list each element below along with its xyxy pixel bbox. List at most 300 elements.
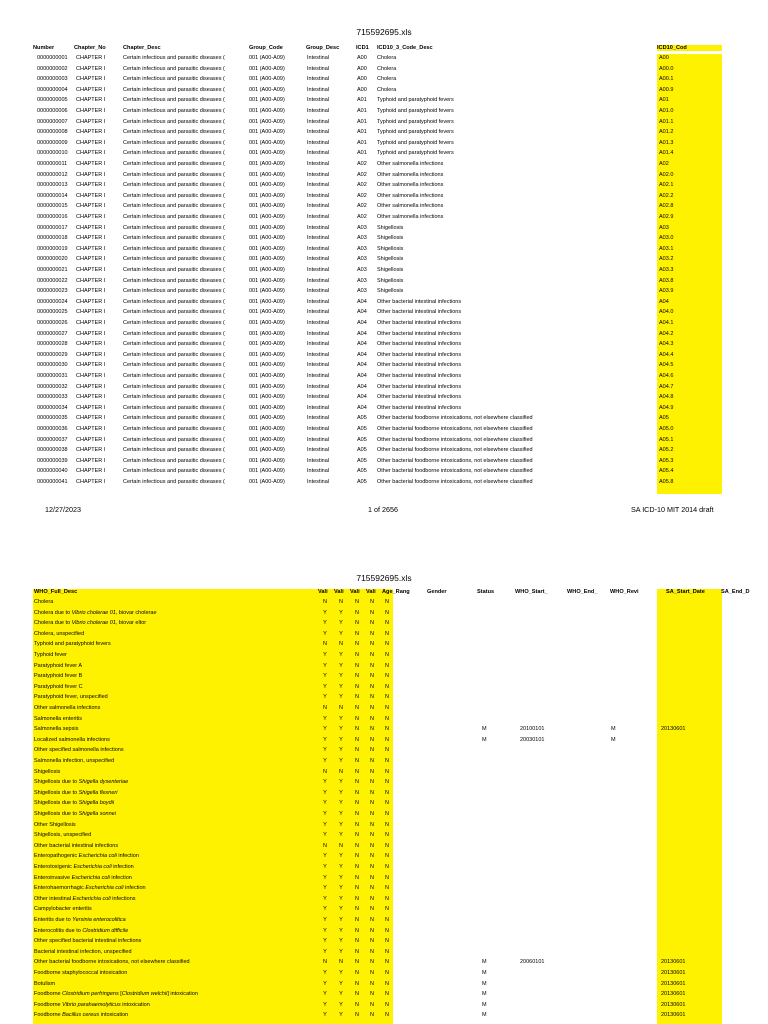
cell-chapter-no: CHAPTER I [76, 298, 106, 305]
cell-who-full-desc: Other bacterial foodborne intoxications, not elsewhere classified [34, 959, 190, 966]
cell-sa-start-date: 20130601 [661, 1001, 686, 1008]
cell-valid-flag: N [385, 864, 389, 870]
cell-group-code: 001 (A00-A09) [249, 404, 285, 411]
cell-chapter-desc: Certain infectious and parasitic diseases ( [123, 288, 225, 295]
cell-icd10-3-code-desc: Typhoid and paratyphoid fevers [377, 139, 454, 146]
cell-valid-flag: N [385, 789, 389, 796]
cell-icd10-code: A00.0 [659, 65, 674, 72]
cell-who-full-desc: Salmonella sepsis [34, 726, 79, 733]
cell-valid-flag: Y [339, 927, 343, 934]
cell-group-desc: Intestinal [307, 277, 330, 284]
cell-who-full-desc: Bacterial intestinal infection, unspecified [34, 948, 132, 955]
header-icd1: ICD1 [356, 45, 369, 51]
cell-group-code: 001 (A00-A09) [249, 479, 285, 485]
cell-who-full-desc: Botulism [34, 980, 56, 987]
cell-group-desc: Intestinal [307, 457, 330, 464]
cell-valid-flag: Y [339, 694, 343, 701]
cell-valid-flag: N [385, 959, 389, 966]
cell-who-full-desc: Salmonella infection, unspecified [34, 758, 115, 764]
cell-valid-flag: Y [323, 853, 327, 860]
cell-icd1: A04 [357, 394, 367, 401]
cell-icd10-3-code-desc: Other bacterial intestinal infections [377, 404, 462, 411]
cell-valid-flag: N [370, 789, 374, 796]
cell-number: 0000000033 [37, 394, 68, 401]
cell-valid-flag: N [355, 906, 359, 913]
cell-group-desc: Intestinal [307, 150, 330, 157]
cell-icd10-3-code-desc: Other salmonella infections [377, 161, 444, 167]
cell-icd10-3-code-desc: Cholera [377, 55, 397, 61]
cell-chapter-desc: Certain infectious and parasitic diseases ( [123, 447, 225, 454]
cell-group-desc: Intestinal [307, 298, 330, 305]
cell-group-desc: Intestinal [307, 214, 330, 220]
cell-valid-flag: Y [339, 864, 343, 870]
header-who-start: WHO_Start_ [515, 589, 548, 595]
cell-valid-flag: N [370, 821, 374, 828]
cell-who-full-desc: Salmonella enteritis [34, 715, 82, 722]
cell-status: M [482, 736, 487, 743]
cell-chapter-desc: Certain infectious and parasitic diseases ( [123, 479, 225, 485]
cell-valid-flag: N [355, 641, 359, 648]
cell-valid-flag: Y [339, 853, 343, 860]
cell-valid-flag: N [385, 652, 389, 658]
cell-group-code: 001 (A00-A09) [249, 298, 285, 305]
cell-valid-flag: N [323, 842, 327, 849]
cell-number: 0000000016 [37, 214, 68, 220]
cell-number: 0000000010 [37, 150, 68, 157]
cell-who-start: 20060101 [520, 959, 545, 966]
cell-valid-flag: N [370, 917, 374, 923]
cell-who-full-desc: Paratyphoid fever B [34, 673, 83, 680]
cell-icd10-code: A00.9 [659, 86, 674, 93]
cell-valid-flag: N [370, 599, 374, 605]
cell-sa-start-date: 20130601 [661, 970, 686, 976]
cell-icd10-code: A02.1 [659, 182, 674, 189]
cell-icd10-3-code-desc: Shigellosis [377, 267, 404, 273]
cell-chapter-desc: Certain infectious and parasitic diseases ( [123, 341, 225, 348]
cell-icd10-code: A03.1 [659, 245, 674, 252]
cell-valid-flag: Y [323, 662, 327, 669]
cell-who-full-desc: Enterocolitis due to Clostridium difficile [34, 927, 129, 934]
cell-icd1: A04 [357, 320, 367, 326]
cell-status: M [482, 980, 487, 987]
cell-valid-flag: N [355, 885, 359, 892]
cell-icd10-code: A04 [659, 298, 669, 305]
cell-valid-flag: N [355, 1001, 359, 1008]
cell-number: 0000000023 [37, 288, 68, 295]
cell-group-desc: Intestinal [307, 320, 330, 326]
cell-valid-flag: N [370, 705, 374, 711]
cell-icd1: A03 [357, 277, 367, 284]
cell-number: 0000000019 [37, 245, 68, 252]
cell-chapter-desc: Certain infectious and parasitic diseases ( [123, 203, 225, 210]
cell-valid-flag: N [370, 694, 374, 701]
cell-icd10-3-code-desc: Other bacterial intestinal infections [377, 320, 462, 326]
cell-icd10-code: A04.4 [659, 351, 674, 358]
cell-group-desc: Intestinal [307, 436, 330, 443]
cell-who-full-desc: Other salmonella infections [34, 705, 101, 711]
cell-who-start: 20100101 [520, 726, 545, 733]
cell-valid-flag: N [355, 705, 359, 711]
cell-valid-flag: Y [339, 821, 343, 828]
cell-valid-flag: N [355, 715, 359, 722]
cell-group-desc: Intestinal [307, 182, 330, 189]
cell-valid-flag: N [339, 599, 343, 605]
cell-who-revi: M [611, 736, 616, 743]
cell-valid-flag: Y [339, 789, 343, 796]
cell-valid-flag: Y [339, 991, 343, 998]
cell-chapter-desc: Certain infectious and parasitic diseases ( [123, 245, 225, 252]
cell-valid-flag: Y [339, 662, 343, 669]
cell-sa-start-date: 20130601 [661, 726, 686, 733]
cell-number: 0000000034 [37, 404, 68, 411]
cell-valid-flag: N [385, 832, 389, 839]
cell-icd1: A01 [357, 118, 367, 125]
cell-icd1: A01 [357, 129, 367, 136]
cell-number: 0000000015 [37, 203, 68, 210]
cell-icd10-code: A01 [659, 97, 669, 104]
cell-number: 0000000036 [37, 426, 68, 432]
cell-chapter-desc: Certain infectious and parasitic diseases ( [123, 309, 225, 316]
cell-icd1: A03 [357, 224, 367, 231]
cell-valid-flag: N [385, 1001, 389, 1008]
cell-valid-flag: N [355, 662, 359, 669]
cell-chapter-no: CHAPTER I [76, 320, 106, 326]
cell-valid-flag: N [385, 758, 389, 764]
cell-valid-flag: Y [339, 1001, 343, 1008]
cell-who-full-desc: Cholera, unspecified [34, 630, 85, 637]
cell-icd10-code: A02.0 [659, 171, 674, 178]
cell-group-desc: Intestinal [307, 86, 330, 93]
cell-icd10-3-code-desc: Shigellosis [377, 224, 404, 231]
cell-who-full-desc: Enterotoxigenic Escherichia coli infection [34, 864, 134, 870]
cell-chapter-desc: Certain infectious and parasitic diseases ( [123, 171, 225, 178]
cell-icd10-3-code-desc: Other salmonella infections [377, 171, 444, 178]
cell-valid-flag: Y [323, 758, 327, 764]
cell-valid-flag: Y [323, 800, 327, 807]
cell-valid-flag: N [355, 853, 359, 860]
cell-chapter-no: CHAPTER I [76, 224, 106, 231]
cell-valid-flag: Y [339, 948, 343, 955]
cell-icd1: A04 [357, 383, 367, 390]
cell-valid-flag: N [385, 630, 389, 637]
cell-icd1: A03 [357, 235, 367, 242]
cell-group-code: 001 (A00-A09) [249, 457, 285, 464]
cell-icd1: A01 [357, 139, 367, 146]
cell-group-desc: Intestinal [307, 203, 330, 210]
cell-chapter-desc: Certain infectious and parasitic diseases ( [123, 129, 225, 136]
cell-group-desc: Intestinal [307, 171, 330, 178]
cell-icd10-code: A01.2 [659, 129, 674, 136]
cell-valid-flag: N [370, 853, 374, 860]
cell-valid-flag: Y [323, 938, 327, 945]
header-chapter-no: Chapter_No [74, 45, 106, 51]
cell-valid-flag: N [370, 715, 374, 722]
header-who-full-desc: WHO_Full_Desc [34, 589, 78, 595]
cell-valid-flag: Y [323, 630, 327, 637]
cell-group-desc: Intestinal [307, 341, 330, 348]
cell-icd10-code: A03.2 [659, 256, 674, 263]
cell-valid-flag: Y [339, 683, 343, 690]
cell-valid-flag: Y [339, 758, 343, 764]
cell-icd10-3-code-desc: Other bacterial foodborne intoxications, not elsewhere classified [377, 457, 533, 464]
cell-group-code: 001 (A00-A09) [249, 447, 285, 454]
cell-valid-flag: N [323, 641, 327, 648]
cell-valid-flag: Y [323, 811, 327, 817]
cell-valid-flag: N [385, 620, 389, 627]
cell-chapter-no: CHAPTER I [76, 150, 106, 157]
cell-icd1: A05 [357, 426, 367, 432]
cell-icd10-3-code-desc: Cholera [377, 86, 397, 93]
cell-icd10-3-code-desc: Shigellosis [377, 288, 404, 295]
cell-valid-flag: Y [339, 1012, 343, 1019]
cell-group-code: 001 (A00-A09) [249, 182, 285, 189]
cell-chapter-no: CHAPTER I [76, 161, 106, 167]
cell-valid-flag: Y [323, 970, 327, 976]
cell-valid-flag: N [355, 917, 359, 923]
cell-icd1: A03 [357, 288, 367, 295]
cell-group-desc: Intestinal [307, 139, 330, 146]
cell-chapter-desc: Certain infectious and parasitic diseases ( [123, 394, 225, 401]
cell-icd10-3-code-desc: Typhoid and paratyphoid fevers [377, 97, 454, 104]
cell-icd10-code: A00 [659, 55, 669, 61]
cell-valid-flag: N [355, 959, 359, 966]
cell-chapter-no: CHAPTER I [76, 192, 106, 199]
cell-number: 0000000003 [37, 76, 68, 83]
cell-valid-flag: Y [323, 683, 327, 690]
cell-group-code: 001 (A00-A09) [249, 203, 285, 210]
cell-valid-flag: N [355, 991, 359, 998]
cell-valid-flag: Y [339, 736, 343, 743]
cell-icd10-code: A05 [659, 415, 669, 422]
cell-valid-flag: Y [339, 609, 343, 616]
cell-number: 0000000002 [37, 65, 68, 72]
cell-who-full-desc: Foodborne staphylococcal intoxication [34, 970, 128, 976]
cell-who-full-desc: Shigellosis, unspecified [34, 832, 92, 839]
cell-status: M [482, 726, 487, 733]
cell-valid-flag: N [370, 874, 374, 881]
cell-group-desc: Intestinal [307, 118, 330, 125]
cell-valid-flag: Y [339, 980, 343, 987]
cell-valid-flag: N [370, 938, 374, 945]
cell-valid-flag: Y [323, 673, 327, 680]
cell-chapter-desc: Certain infectious and parasitic diseases ( [123, 362, 225, 369]
cell-valid-flag: N [370, 864, 374, 870]
cell-icd1: A05 [357, 479, 367, 485]
cell-chapter-no: CHAPTER I [76, 457, 106, 464]
cell-group-desc: Intestinal [307, 76, 330, 83]
cell-valid-flag: N [323, 959, 327, 966]
cell-chapter-desc: Certain infectious and parasitic diseases ( [123, 192, 225, 199]
cell-chapter-no: CHAPTER I [76, 288, 106, 295]
cell-group-desc: Intestinal [307, 426, 330, 432]
cell-valid-flag: N [370, 927, 374, 934]
cell-valid-flag: N [385, 599, 389, 605]
cell-chapter-desc: Certain infectious and parasitic diseases ( [123, 383, 225, 390]
cell-group-desc: Intestinal [307, 447, 330, 454]
cell-group-code: 001 (A00-A09) [249, 129, 285, 136]
cell-number: 0000000041 [37, 479, 68, 485]
cell-icd10-code: A03.3 [659, 267, 674, 273]
cell-icd10-3-code-desc: Shigellosis [377, 235, 404, 242]
cell-valid-flag: N [370, 811, 374, 817]
cell-who-full-desc: Enterohaemorrhagic Escherichia coli infection [34, 885, 146, 892]
cell-group-code: 001 (A00-A09) [249, 118, 285, 125]
cell-valid-flag: Y [323, 917, 327, 923]
cell-icd1: A03 [357, 256, 367, 263]
cell-number: 0000000018 [37, 235, 68, 242]
cell-chapter-no: CHAPTER I [76, 245, 106, 252]
cell-who-full-desc: Shigellosis due to Shigella dysenteriae [34, 779, 129, 786]
cell-group-code: 001 (A00-A09) [249, 394, 285, 401]
header-icd10-code: ICD10_Cod [657, 45, 722, 51]
cell-sa-start-date: 20130601 [661, 991, 686, 998]
cell-icd10-3-code-desc: Other bacterial intestinal infections [377, 351, 462, 358]
cell-valid-flag: N [385, 938, 389, 945]
cell-valid-flag: Y [323, 609, 327, 616]
cell-chapter-no: CHAPTER I [76, 139, 106, 146]
cell-valid-flag: N [385, 927, 389, 934]
cell-valid-flag: Y [323, 1012, 327, 1019]
cell-group-code: 001 (A00-A09) [249, 171, 285, 178]
cell-who-start: 20030101 [520, 736, 545, 743]
cell-status: M [482, 991, 487, 998]
cell-group-code: 001 (A00-A09) [249, 277, 285, 284]
cell-valid-flag: Y [323, 864, 327, 870]
cell-chapter-desc: Certain infectious and parasitic diseases ( [123, 161, 225, 167]
cell-valid-flag: N [370, 652, 374, 658]
cell-icd10-3-code-desc: Shigellosis [377, 256, 404, 263]
cell-group-desc: Intestinal [307, 192, 330, 199]
cell-icd10-3-code-desc: Other bacterial foodborne intoxications, not elsewhere classified [377, 436, 533, 443]
cell-group-code: 001 (A00-A09) [249, 150, 285, 157]
cell-sa-start-date: 20130601 [661, 1012, 686, 1019]
cell-icd1: A05 [357, 415, 367, 422]
cell-valid-flag: N [355, 673, 359, 680]
cell-valid-flag: N [385, 970, 389, 976]
cell-who-full-desc: Campylobacter enteritis [34, 906, 92, 913]
cell-number: 0000000008 [37, 129, 68, 136]
cell-icd10-3-code-desc: Typhoid and paratyphoid fevers [377, 150, 454, 157]
cell-chapter-desc: Certain infectious and parasitic diseases ( [123, 415, 225, 422]
cell-valid-flag: N [385, 747, 389, 754]
page-2-file-title: 715592695.xls [356, 573, 412, 583]
cell-chapter-desc: Certain infectious and parasitic diseases ( [123, 108, 225, 114]
cell-chapter-no: CHAPTER I [76, 182, 106, 189]
cell-icd10-3-code-desc: Other bacterial foodborne intoxications, not elsewhere classified [377, 426, 533, 432]
cell-icd1: A01 [357, 97, 367, 104]
cell-icd10-3-code-desc: Cholera [377, 76, 397, 83]
cell-chapter-no: CHAPTER I [76, 118, 106, 125]
cell-who-full-desc: Typhoid and paratyphoid fevers [34, 641, 111, 648]
cell-icd10-3-code-desc: Other bacterial intestinal infections [377, 394, 462, 401]
cell-group-code: 001 (A00-A09) [249, 351, 285, 358]
cell-group-desc: Intestinal [307, 55, 330, 61]
cell-valid-flag: Y [323, 1001, 327, 1008]
cell-status: M [482, 959, 487, 966]
cell-icd1: A03 [357, 245, 367, 252]
header-gender: Gender [427, 589, 447, 595]
cell-icd1: A02 [357, 182, 367, 189]
cell-icd10-3-code-desc: Other bacterial intestinal infections [377, 298, 462, 305]
cell-number: 0000000032 [37, 383, 68, 390]
cell-valid-flag: N [370, 641, 374, 648]
footer-date: 12/27/2023 [45, 505, 81, 514]
cell-valid-flag: N [355, 832, 359, 839]
cell-icd1: A02 [357, 203, 367, 210]
cell-group-desc: Intestinal [307, 161, 330, 167]
cell-icd1: A04 [357, 341, 367, 348]
cell-valid-flag: Y [339, 779, 343, 786]
cell-icd10-code: A01.0 [659, 108, 674, 114]
cell-valid-flag: Y [339, 652, 343, 658]
cell-chapter-no: CHAPTER I [76, 426, 106, 432]
cell-number: 0000000031 [37, 373, 68, 379]
cell-valid-flag: N [385, 705, 389, 711]
cell-icd10-code: A05.1 [659, 436, 674, 443]
cell-valid-flag: N [355, 789, 359, 796]
cell-group-code: 001 (A00-A09) [249, 161, 285, 167]
cell-valid-flag: N [370, 1012, 374, 1019]
cell-valid-flag: Y [323, 980, 327, 987]
cell-number: 0000000005 [37, 97, 68, 104]
cell-group-desc: Intestinal [307, 373, 330, 379]
cell-valid-flag: N [370, 800, 374, 807]
cell-chapter-desc: Certain infectious and parasitic diseases ( [123, 320, 225, 326]
cell-group-desc: Intestinal [307, 351, 330, 358]
cell-valid-flag: N [385, 800, 389, 807]
cell-valid-flag: N [355, 864, 359, 870]
cell-number: 0000000001 [37, 55, 68, 61]
cell-chapter-desc: Certain infectious and parasitic diseases ( [123, 97, 225, 104]
cell-valid-flag: N [370, 906, 374, 913]
cell-icd10-code: A03.9 [659, 288, 674, 295]
cell-chapter-desc: Certain infectious and parasitic diseases ( [123, 373, 225, 379]
cell-group-desc: Intestinal [307, 404, 330, 411]
cell-icd10-3-code-desc: Other bacterial intestinal infections [377, 309, 462, 316]
cell-icd10-code: A02 [659, 161, 669, 167]
cell-icd10-3-code-desc: Other bacterial intestinal infections [377, 330, 462, 337]
cell-valid-flag: N [355, 609, 359, 616]
cell-who-full-desc: Typhoid fever [34, 652, 68, 658]
header-vali-4: Vali [366, 589, 376, 595]
cell-icd1: A04 [357, 309, 367, 316]
cell-who-full-desc: Other specified bacterial intestinal infections [34, 938, 142, 945]
cell-chapter-desc: Certain infectious and parasitic diseases ( [123, 118, 225, 125]
cell-valid-flag: N [370, 842, 374, 849]
cell-valid-flag: Y [339, 895, 343, 902]
cell-valid-flag: Y [339, 970, 343, 976]
cell-valid-flag: N [385, 694, 389, 701]
cell-number: 0000000020 [37, 256, 68, 263]
cell-chapter-no: CHAPTER I [76, 86, 106, 93]
cell-group-code: 001 (A00-A09) [249, 288, 285, 295]
cell-group-code: 001 (A00-A09) [249, 97, 285, 104]
cell-valid-flag: N [370, 991, 374, 998]
cell-group-desc: Intestinal [307, 256, 330, 263]
cell-who-full-desc: Enteropathogenic Escherichia coli infection [34, 853, 139, 860]
cell-valid-flag: Y [339, 747, 343, 754]
cell-icd1: A04 [357, 298, 367, 305]
cell-chapter-desc: Certain infectious and parasitic diseases ( [123, 235, 225, 242]
cell-chapter-no: CHAPTER I [76, 415, 106, 422]
cell-valid-flag: N [355, 842, 359, 849]
cell-valid-flag: Y [323, 652, 327, 658]
cell-chapter-desc: Certain infectious and parasitic diseases ( [123, 351, 225, 358]
cell-chapter-desc: Certain infectious and parasitic diseases ( [123, 457, 225, 464]
cell-icd1: A04 [357, 373, 367, 379]
cell-who-full-desc: Shigellosis due to Shigella sonnei [34, 811, 116, 817]
cell-valid-flag: N [385, 811, 389, 817]
